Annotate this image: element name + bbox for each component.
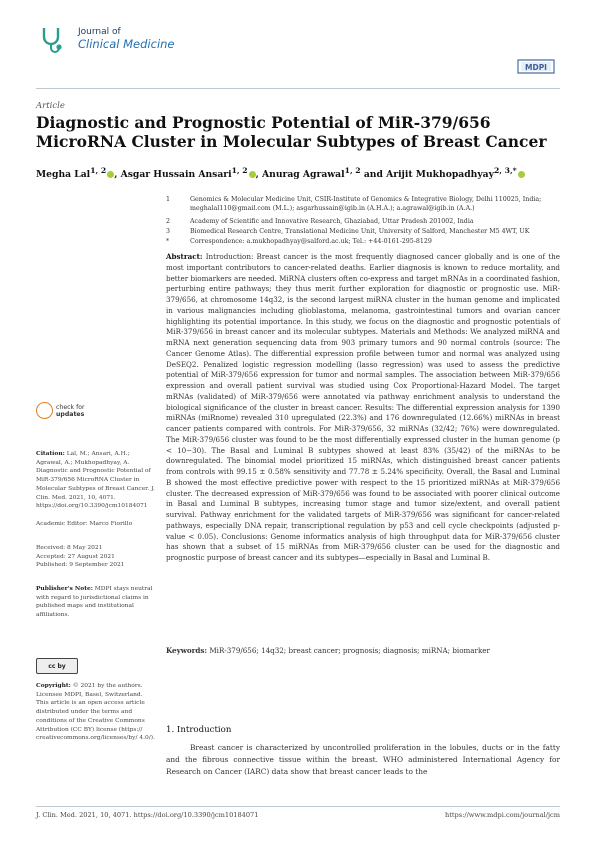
journal-name-line1: Journal of [78,27,121,37]
journal-name-line2: Clinical Medicine [78,37,175,51]
received-date: Received: 8 May 2021 [36,545,103,551]
published-date: Published: 9 September 2021 [36,562,125,569]
author-affiliation-marks: 1, 2 [344,166,361,175]
abstract [166,252,560,564]
cc-by-badge[interactable]: cc by [36,658,78,674]
affiliation-text: Academy of Scientific and Innovative Research, Ghaziabad, Uttar Pradesh 201002, India [190,218,474,225]
author-affiliation-marks: 2, 3,* [493,166,517,175]
author-affiliation-marks: 1, 2 [231,166,248,175]
journal-logo-icon [36,24,66,54]
journal-name[interactable] [78,26,175,50]
check-updates-text [56,404,85,418]
keywords-body: MiR-379/656; 14q32; breast cancer; prognosis; diagnosis; miRNA; biomarker [209,646,490,655]
author-name[interactable]: Asgar Hussain Ansari [120,169,232,181]
affiliation-correspondence [166,238,560,247]
introduction-paragraph [166,742,560,778]
affiliation-number: * [166,238,170,245]
author-affiliation-marks: 1, 2 [90,166,107,175]
affiliation-number: 2 [166,218,171,225]
copyright-body: © 2021 by the authors. Licensee MDPI, Basel, Switzerland. This article is an open access article distributed under the terms and conditions of the Creative Commons Attribution (CC BY) license (https:// creativecommons.org/licenses/by/ 4.0/). [36,683,155,742]
copyright-label: Copyright: [36,682,71,689]
academic-editor: Academic Editor: Marco Fiorillo [36,521,133,527]
keywords [166,646,560,656]
footer-rule [36,806,560,807]
accepted-date: Accepted: 27 August 2021 [36,553,115,560]
citation-label: Citation: [36,450,65,457]
footer-citation[interactable]: J. Clin. Med. 2021, 10, 4071. https://doi.org/10.3390/jcm10184071 [36,811,259,819]
article-type: Article [36,101,65,111]
author-separator: , [114,169,121,181]
affiliation-text: Biomedical Research Centre, Translational Medicine Unit, University of Salford, Manchester M5 4WT, UK [190,228,530,235]
author-name[interactable]: Megha Lal [36,169,91,181]
citation-block [36,450,156,511]
section-heading: 1. Introduction [166,725,232,735]
author-name[interactable]: Arijit Mukhopadhyay [386,169,494,181]
affiliation-1 [166,196,560,214]
author-name[interactable]: Anurag Agrawal [262,169,345,181]
affiliation-number: 1 [166,196,171,203]
check-updates-line1: check for [56,403,85,411]
abstract-label: Abstract: [166,252,203,261]
footer [36,811,560,819]
intro-body: Breast cancer is characterized by uncontrolled proliferation in the lobules, ducts or in the fatty and the fibrous connective tissue within the breast. WHO administered International Agency for Research on Cancer (IARC) data show that breast cancer leads to the [166,743,560,776]
copyright-block [36,682,156,743]
publisher-note-label: Publisher's Note: [36,585,93,592]
affiliation-3 [166,228,560,237]
affiliation-text: Genomics & Molecular Medicine Unit, CSIR-Institute of Genomics & Integrative Biology, Delhi 110025, India; meghalal110@gmail.com (M.L.); asgarhussain@igib.in (A.H.A.); a.agrawal@igib.in (A.A.) [190,196,542,212]
orcid-icon[interactable] [518,171,525,178]
author-separator: , [255,169,263,181]
author-list [36,166,556,180]
affiliation-2 [166,218,560,227]
citation-body[interactable]: Lal, M.; Ansari, A.H.; Agrawal, A.; Mukhopadhyay, A. Diagnostic and Prognostic Potential of MiR-379/656 MicroRNA Cluster in Molecular Subtypes of Breast Cancer. J. Clin. Med. 2021, 10, 4071. https://doi.org/10.3390/jcm10184071 [36,451,155,510]
publisher-note [36,585,156,620]
check-updates-line2: updates [56,410,85,418]
orcid-icon[interactable] [249,171,256,178]
affiliation-text: Correspondence: a.mukhopadhyay@salford.ac.uk; Tel.: +44-0161-295-8129 [190,238,432,245]
abstract-body: Introduction: Breast cancer is the most frequently diagnosed cancer globally and is one of the most important contributors to cancer-related deaths. Earlier diagnosis is known to reduce mortality, and better biomarkers are needed. MiRNA clusters often co-express and target mRNAs in a coordinated fashion, perturbing entire pathways; they thus merit further exploration for diagnostic or prognostic use. MiR-379/656, at chromosome 14q32, is the second largest miRNA cluster in the human genome and implicated in various malignancies including glioblastoma, melanoma, gastrointestinal tumors and ovarian cancer highlighting its potential importance. In this study, we focus on the diagnostic and prognostic potentials of MiR-379/656 in breast cancer and its molecular subtypes. Materials and Methods: We analyzed miRNA and mRNA next generation sequencing data from 903 primary tumors and 90 normal controls (source: The Cancer Genome Atlas). The differential expression profile between tumor and normal was analyzed using DeSEQ2. Penalized logistic regression modelling (lasso regression) was used to assess the predictive potential of MiR-379/656 expression for tumor and normal samples. The association between MiR-379/656 expression and overall patient survival was studied using Cox Proportional-Hazard Model. The target mRNAs (validated) of MiR-379/656 were annotated via pathway enrichment analysis to understand the biological significance of the cluster in breast cancer. Results: The differential expression analysis for 1390 miRNAs (miRnome) revealed 310 upregulated (22.3%) and 176 downregulated (12.66%) miRNAs in breast cancer patients compared with controls. For MiR-379/656, 32 miRNAs (32/42; 76%) were downregulated. The MiR-379/656 cluster was found to be the most differentially expressed cluster in the human genome (p < 10−30). The Basal and Luminal B subtypes showed at least 83% (35/42) of the miRNAs to be downregulated. The binomial model prioritized 15 miRNAs, which distinguished breast cancer patients from controls with 99.15 ± 0.58% sensitivity and 77.78 ± 5.24% specificity. Overall, the Basal and Luminal B showed the most effective predictive power with respect to the 15 prioritized miRNAs at MiR-379/656 cluster. The decreased expression of MiR-379/656 was found to be associated with poorer clinical outcome in Basal and Luminal B subtypes, increasing tumor stage and tumor size/extent, and overall patient survival. Pathway enrichment for the validated targets of MiR-379/656 was significant for cancer-related pathways, especially DNA repair, transcriptional regulation by p53 and cell cycle checkpoints (adjusted p-value < 0.05). Conclusions: Genome informatics analysis of high throughput data for MiR-379/656 cluster has shown that a subset of 15 miRNAs from MiR-379/656 cluster can be used for the diagnostic and prognostic purpose of breast cancer and its subtypes—especially in Basal and Luminal B. [166,252,560,562]
publisher-note-body: MDPI stays neutral with regard to jurisdictional claims in published maps and institutional affiliations. [36,586,153,619]
author-separator-and: and [360,169,387,181]
check-for-updates-button[interactable] [36,400,85,419]
check-updates-icon [36,402,53,419]
mdpi-logo-icon[interactable] [515,57,557,77]
dates-block [36,544,156,570]
affiliation-number: 3 [166,228,171,235]
mdpi-logo-text: MDPI [525,63,547,72]
article-title: Diagnostic and Prognostic Potential of MiR-379/656 MicroRNA Cluster in Molecular Subtypes of Breast Cancer [36,113,547,151]
keywords-label: Keywords: [166,646,208,655]
header-rule [36,88,560,89]
footer-journal-link[interactable]: https://www.mdpi.com/journal/jcm [444,811,560,819]
